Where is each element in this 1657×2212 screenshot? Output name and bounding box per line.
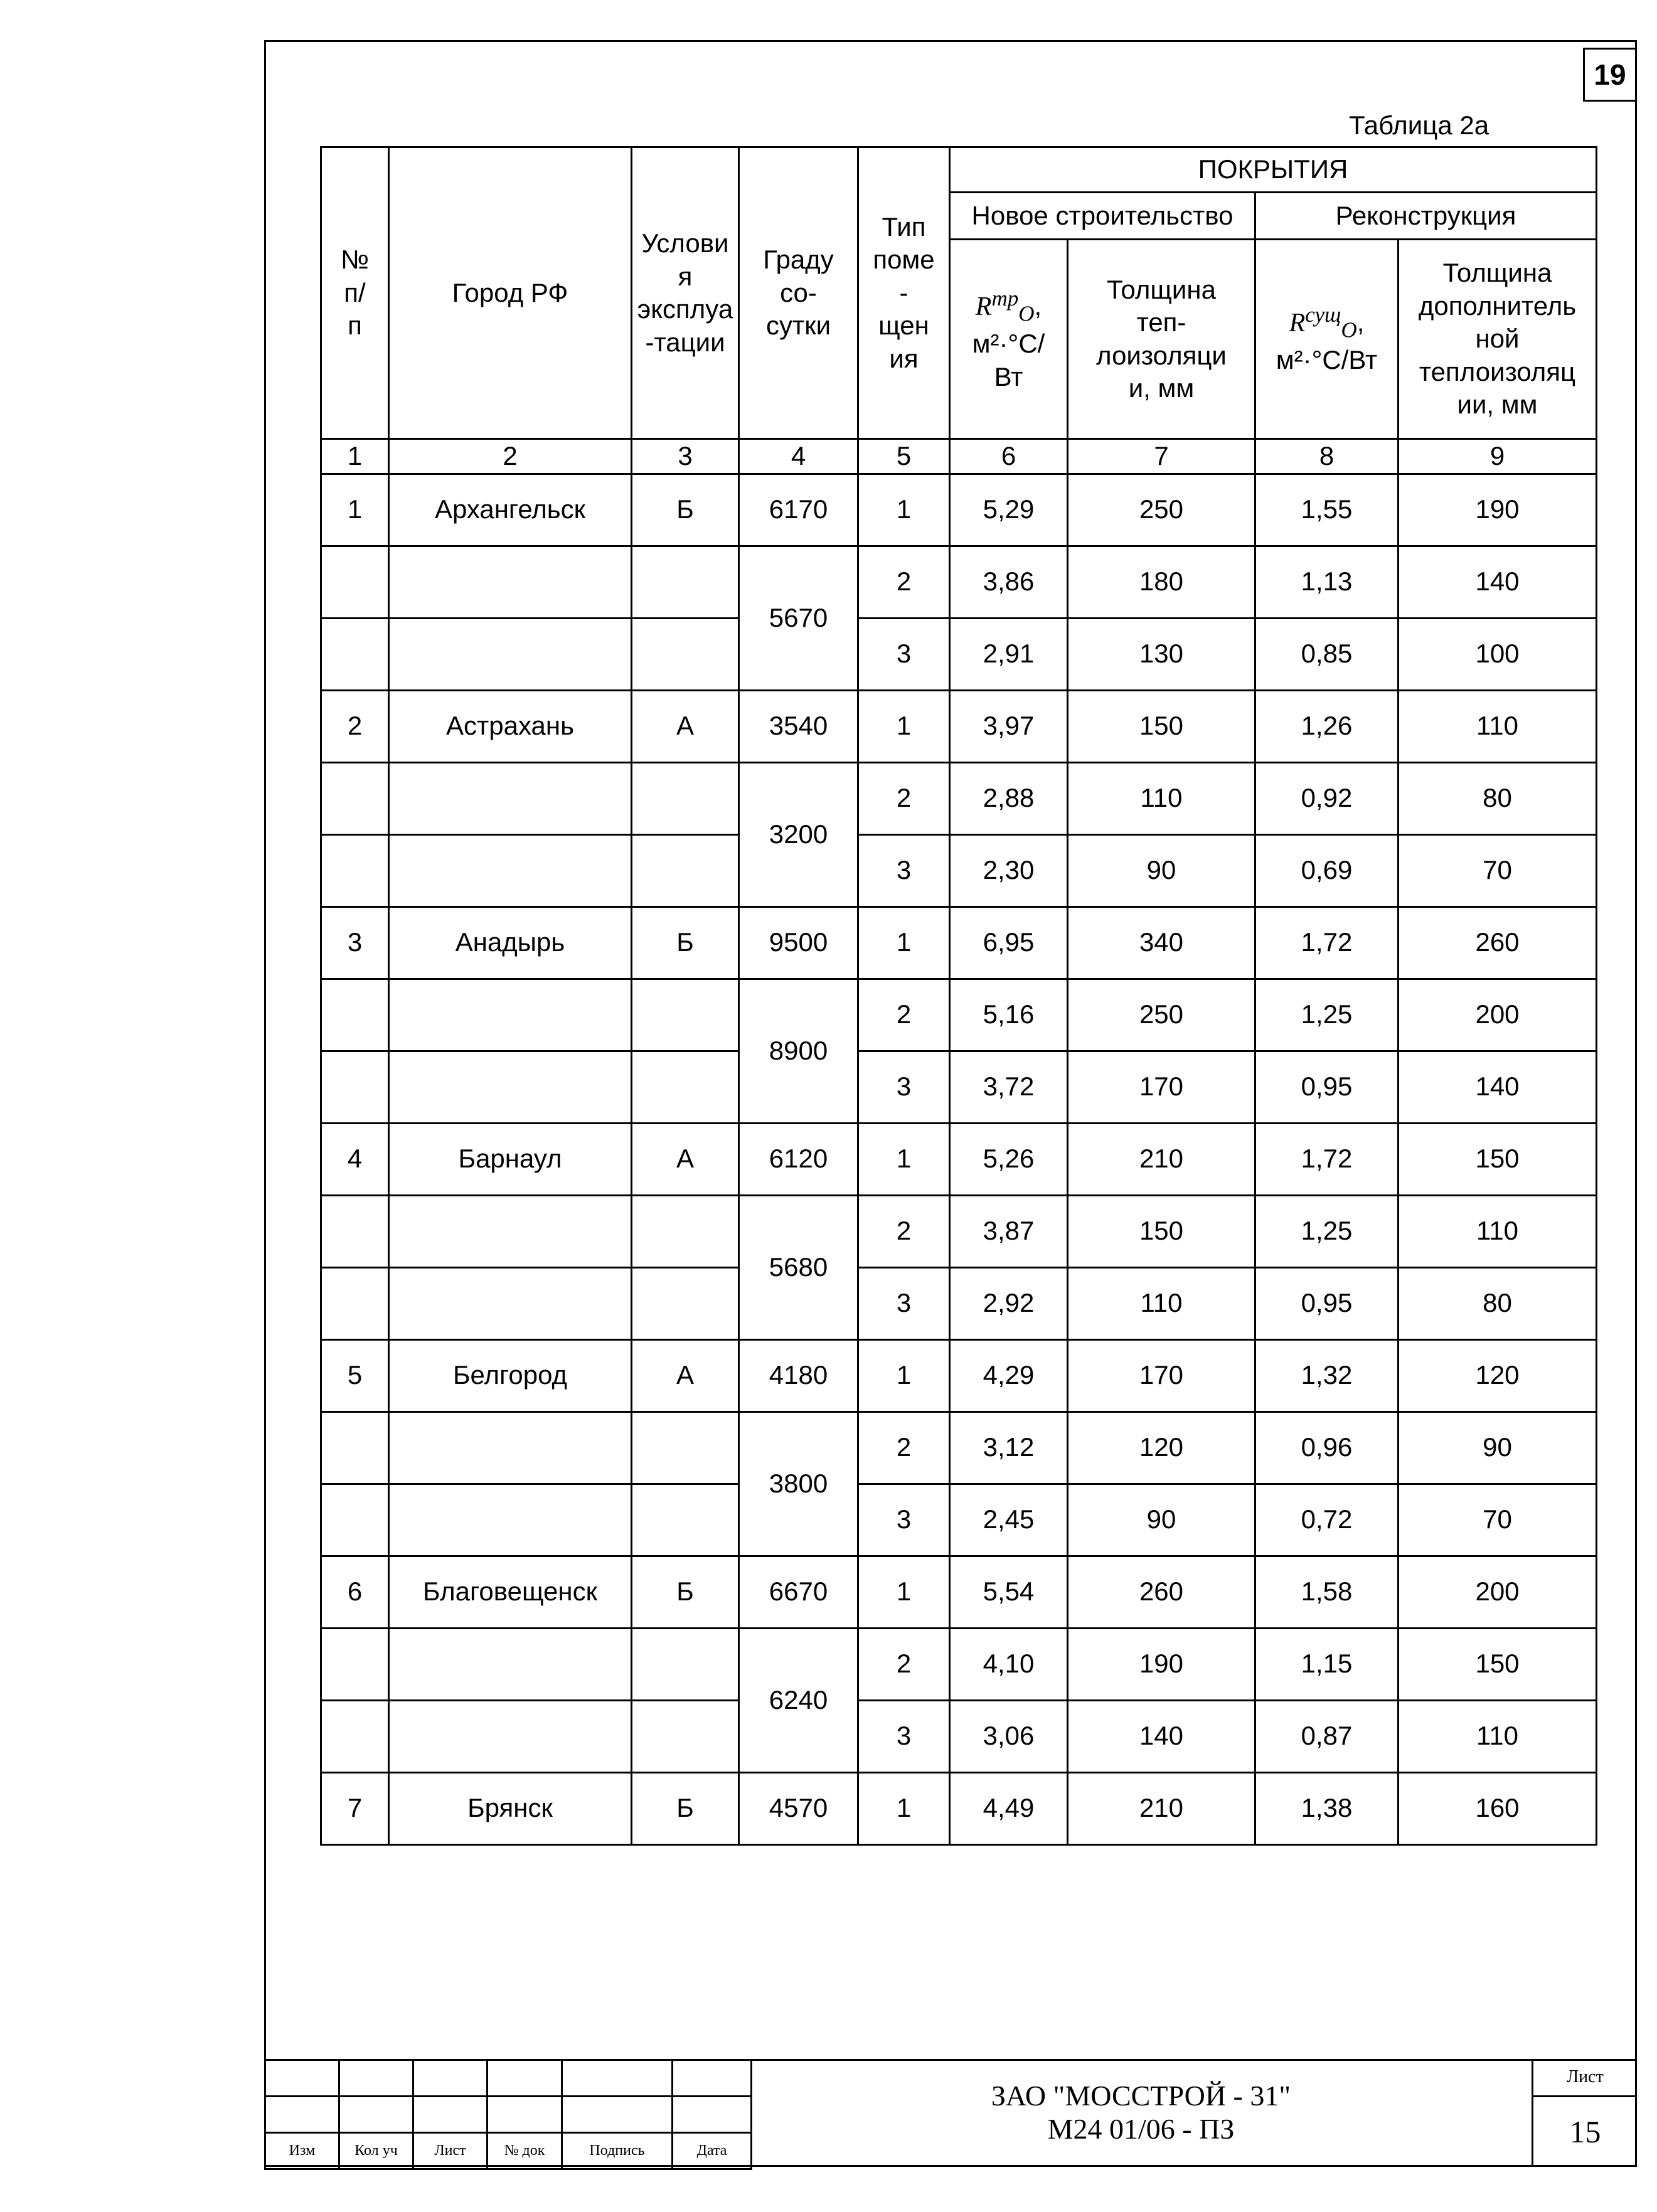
sheet-number: 15	[1569, 2114, 1601, 2149]
additional-thickness: 200	[1399, 1556, 1597, 1628]
insulation-thickness: 90	[1068, 1484, 1255, 1556]
sheet-box	[1532, 2059, 1637, 2167]
operating-conditions	[632, 546, 739, 618]
header-reconstruction: Реконструкция	[1255, 193, 1597, 240]
table-row	[321, 1051, 1597, 1123]
room-type: 1	[858, 1772, 950, 1844]
r-existing: 1,15	[1255, 1628, 1399, 1700]
row-number	[321, 1195, 389, 1267]
additional-thickness: 90	[1399, 1412, 1597, 1484]
city-name	[389, 1628, 632, 1700]
row-number: 6	[321, 1556, 389, 1628]
row-number: 5	[321, 1339, 389, 1412]
header-line: Услови	[641, 228, 729, 258]
city-name	[389, 1267, 632, 1339]
column-number: 6	[950, 439, 1068, 474]
column-numbers-row	[321, 439, 1597, 474]
additional-thickness: 160	[1399, 1772, 1597, 1844]
r-required: 2,30	[950, 834, 1068, 907]
operating-conditions	[632, 762, 739, 834]
column-number: 2	[389, 439, 632, 474]
operating-conditions	[632, 1051, 739, 1123]
city-name	[389, 979, 632, 1051]
operating-conditions	[632, 979, 739, 1051]
row-number	[321, 1700, 389, 1772]
table-row	[321, 1412, 1597, 1484]
r-required: 4,10	[950, 1628, 1068, 1700]
row-number: 3	[321, 907, 389, 979]
r-existing: 1,58	[1255, 1556, 1399, 1628]
insulation-thickness: 110	[1068, 1267, 1255, 1339]
insulation-thickness: 170	[1068, 1339, 1255, 1412]
degree-days: 4570	[739, 1772, 858, 1844]
header-thickness-new	[1068, 240, 1255, 439]
degree-days: 6670	[739, 1556, 858, 1628]
additional-thickness: 70	[1399, 1484, 1597, 1556]
header-line: №	[340, 245, 370, 275]
city-name	[389, 546, 632, 618]
row-number	[321, 1267, 389, 1339]
r-required: 4,29	[950, 1339, 1068, 1412]
r-required: 3,86	[950, 546, 1068, 618]
room-type: 3	[858, 618, 950, 690]
header-line: я	[678, 261, 693, 291]
insulation-thickness: 190	[1068, 1628, 1255, 1700]
r-required: 2,45	[950, 1484, 1068, 1556]
table-row	[321, 762, 1597, 834]
table-caption: Таблица 2а	[1349, 110, 1489, 140]
insulation-thickness: 110	[1068, 762, 1255, 834]
header-line: -	[899, 277, 908, 307]
header-thickness-additional	[1399, 240, 1597, 439]
r-required: 3,12	[950, 1412, 1068, 1484]
additional-thickness: 80	[1399, 762, 1597, 834]
r-required: 5,16	[950, 979, 1068, 1051]
insulation-table	[320, 146, 1597, 1846]
header-room-type	[858, 147, 950, 439]
revision-label: Изм	[265, 2133, 339, 2169]
additional-thickness: 70	[1399, 834, 1597, 907]
insulation-thickness: 150	[1068, 690, 1255, 762]
row-number: 7	[321, 1772, 389, 1844]
header-line: теп-	[1136, 307, 1186, 337]
row-number	[321, 1628, 389, 1700]
r-required: 2,88	[950, 762, 1068, 834]
city-name	[389, 1195, 632, 1267]
table-row	[321, 1700, 1597, 1772]
table-row	[321, 907, 1597, 979]
insulation-thickness: 170	[1068, 1051, 1255, 1123]
revision-label: Кол уч	[339, 2133, 413, 2169]
insulation-thickness: 180	[1068, 546, 1255, 618]
row-number	[321, 1412, 389, 1484]
r-required: 4,49	[950, 1772, 1068, 1844]
header-r-required: $R^{mp}_O$, м²·°С/ Вт	[950, 240, 1068, 439]
header-line: щен	[878, 311, 929, 341]
operating-conditions	[632, 1700, 739, 1772]
r-existing-symbol: $R^{сущ}_O$	[1289, 302, 1357, 343]
city-name: Архангельск	[389, 474, 632, 546]
header-line: м²·°С/	[972, 329, 1045, 359]
r-existing: 0,96	[1255, 1412, 1399, 1484]
additional-thickness: 150	[1399, 1123, 1597, 1195]
additional-thickness: 140	[1399, 1051, 1597, 1123]
insulation-thickness: 250	[1068, 979, 1255, 1051]
city-name	[389, 1051, 632, 1123]
header-conditions	[632, 147, 739, 439]
row-number: 1	[321, 474, 389, 546]
operating-conditions	[632, 834, 739, 907]
header-line: Толщина	[1107, 274, 1216, 304]
operating-conditions: Б	[632, 474, 739, 546]
r-existing: 1,72	[1255, 907, 1399, 979]
r-required: 5,29	[950, 474, 1068, 546]
table-row	[321, 1195, 1597, 1267]
organization-name: ЗАО "МОССТРОЙ - 31"	[991, 2080, 1291, 2112]
room-type: 2	[858, 546, 950, 618]
insulation-thickness: 90	[1068, 834, 1255, 907]
row-number	[321, 834, 389, 907]
operating-conditions: Б	[632, 1556, 739, 1628]
header-line: сутки	[765, 311, 831, 341]
additional-thickness: 140	[1399, 546, 1597, 618]
room-type: 3	[858, 1484, 950, 1556]
degree-days: 5680	[739, 1195, 858, 1339]
degree-days: 3200	[739, 762, 858, 907]
room-type: 1	[858, 1556, 950, 1628]
additional-thickness: 110	[1399, 1700, 1597, 1772]
header-line: п	[348, 311, 362, 341]
row-number: 2	[321, 690, 389, 762]
header-line: лоизоляци	[1096, 340, 1227, 370]
title-block	[264, 2059, 1637, 2167]
operating-conditions: Б	[632, 907, 739, 979]
column-number: 9	[1399, 439, 1597, 474]
column-number: 8	[1255, 439, 1399, 474]
header-line: эксплуа	[637, 294, 733, 324]
insulation-thickness: 260	[1068, 1556, 1255, 1628]
room-type: 3	[858, 834, 950, 907]
degree-days: 6170	[739, 474, 858, 546]
page-number: 19	[1583, 48, 1637, 102]
r-required: 5,54	[950, 1556, 1068, 1628]
r-existing: 0,69	[1255, 834, 1399, 907]
r-existing: 0,87	[1255, 1700, 1399, 1772]
r-existing: 1,72	[1255, 1123, 1399, 1195]
header-line: Граду	[763, 245, 834, 275]
revision-labels-row	[265, 2133, 752, 2169]
header-city: Город РФ	[389, 147, 632, 439]
r-existing: 0,92	[1255, 762, 1399, 834]
degree-days: 3540	[739, 690, 858, 762]
room-type: 1	[858, 474, 950, 546]
degree-days: 5670	[739, 546, 858, 690]
room-type: 1	[858, 1339, 950, 1412]
operating-conditions	[632, 1412, 739, 1484]
degree-days: 4180	[739, 1339, 858, 1412]
header-no	[321, 147, 389, 439]
additional-thickness: 150	[1399, 1628, 1597, 1700]
additional-thickness: 110	[1399, 690, 1597, 762]
operating-conditions: А	[632, 1123, 739, 1195]
table-row	[321, 834, 1597, 907]
header-line: Тип	[882, 211, 926, 242]
r-existing: 0,72	[1255, 1484, 1399, 1556]
room-type: 1	[858, 907, 950, 979]
city-name: Барнаул	[389, 1123, 632, 1195]
room-type: 2	[858, 1195, 950, 1267]
operating-conditions	[632, 618, 739, 690]
room-type: 3	[858, 1051, 950, 1123]
r-existing: 1,38	[1255, 1772, 1399, 1844]
organization-block	[750, 2059, 1532, 2167]
row-number	[321, 979, 389, 1051]
city-name	[389, 762, 632, 834]
row-number	[321, 1051, 389, 1123]
table-row	[321, 1628, 1597, 1700]
operating-conditions	[632, 1267, 739, 1339]
city-name	[389, 1412, 632, 1484]
city-name: Благовещенск	[389, 1556, 632, 1628]
degree-days: 3800	[739, 1412, 858, 1556]
table-row	[321, 546, 1597, 618]
r-required: 3,87	[950, 1195, 1068, 1267]
operating-conditions	[632, 1628, 739, 1700]
header-line: и, мм	[1128, 373, 1195, 403]
header-r-existing: $R^{сущ}_O$, м²·°С/Вт	[1255, 240, 1399, 439]
room-type: 2	[858, 1412, 950, 1484]
header-line: со-	[780, 277, 817, 307]
r-existing: 1,55	[1255, 474, 1399, 546]
city-name	[389, 618, 632, 690]
additional-thickness: 80	[1399, 1267, 1597, 1339]
additional-thickness: 200	[1399, 979, 1597, 1051]
header-line: ной	[1475, 324, 1520, 354]
insulation-thickness: 210	[1068, 1772, 1255, 1844]
header-degree-days	[739, 147, 858, 439]
row-number	[321, 1484, 389, 1556]
additional-thickness: 260	[1399, 907, 1597, 979]
r-existing: 0,95	[1255, 1051, 1399, 1123]
room-type: 2	[858, 979, 950, 1051]
r-existing: 0,85	[1255, 618, 1399, 690]
header-coverings: ПОКРЫТИЯ	[950, 147, 1597, 193]
table-row	[321, 1772, 1597, 1844]
header-line: п/	[344, 277, 366, 307]
degree-days: 8900	[739, 979, 858, 1123]
column-number: 5	[858, 439, 950, 474]
city-name: Астрахань	[389, 690, 632, 762]
table-row	[321, 474, 1597, 546]
operating-conditions: А	[632, 690, 739, 762]
degree-days: 6120	[739, 1123, 858, 1195]
column-number: 1	[321, 439, 389, 474]
row-number	[321, 762, 389, 834]
row-number	[321, 618, 389, 690]
insulation-thickness: 130	[1068, 618, 1255, 690]
column-number: 3	[632, 439, 739, 474]
table-row	[321, 618, 1597, 690]
header-line: дополнитель	[1418, 290, 1577, 321]
table-row	[321, 1267, 1597, 1339]
row-number: 4	[321, 1123, 389, 1195]
room-type: 3	[858, 1267, 950, 1339]
operating-conditions	[632, 1195, 739, 1267]
operating-conditions: А	[632, 1339, 739, 1412]
room-type: 2	[858, 762, 950, 834]
header-line: Вт	[994, 361, 1023, 391]
revision-table	[264, 2059, 752, 2170]
r-existing: 1,25	[1255, 1195, 1399, 1267]
table-row	[321, 690, 1597, 762]
document-code: М24 01/06 - ПЗ	[1047, 2113, 1235, 2145]
degree-days: 6240	[739, 1628, 858, 1772]
table-row	[321, 1556, 1597, 1628]
city-name	[389, 1700, 632, 1772]
operating-conditions	[632, 1484, 739, 1556]
column-number: 4	[739, 439, 858, 474]
r-required-symbol: $R^{mp}_O$	[975, 285, 1035, 326]
insulation-thickness: 120	[1068, 1412, 1255, 1484]
r-required: 2,92	[950, 1267, 1068, 1339]
r-existing: 1,26	[1255, 690, 1399, 762]
additional-thickness: 110	[1399, 1195, 1597, 1267]
r-existing: 1,13	[1255, 546, 1399, 618]
header-line: ии, мм	[1457, 390, 1538, 420]
city-name: Анадырь	[389, 907, 632, 979]
r-existing: 0,95	[1255, 1267, 1399, 1339]
table-row	[321, 979, 1597, 1051]
insulation-thickness: 140	[1068, 1700, 1255, 1772]
insulation-thickness: 250	[1068, 474, 1255, 546]
r-required: 2,91	[950, 618, 1068, 690]
insulation-thickness: 340	[1068, 907, 1255, 979]
insulation-thickness: 210	[1068, 1123, 1255, 1195]
room-type: 1	[858, 690, 950, 762]
header-new-construction: Новое строительство	[950, 193, 1255, 240]
degree-days: 9500	[739, 907, 858, 979]
revision-label: № док	[488, 2133, 562, 2169]
city-name	[389, 834, 632, 907]
revision-label: Лист	[413, 2133, 488, 2169]
column-number: 7	[1068, 439, 1255, 474]
revision-label: Подпись	[562, 2133, 673, 2169]
r-required: 3,97	[950, 690, 1068, 762]
table-row	[321, 1123, 1597, 1195]
room-type: 2	[858, 1628, 950, 1700]
table-row	[321, 1484, 1597, 1556]
r-required: 6,95	[950, 907, 1068, 979]
additional-thickness: 190	[1399, 474, 1597, 546]
city-name	[389, 1484, 632, 1556]
r-required: 3,72	[950, 1051, 1068, 1123]
table-row	[321, 1339, 1597, 1412]
r-existing: 1,32	[1255, 1339, 1399, 1412]
city-name: Белгород	[389, 1339, 632, 1412]
header-line: -тации	[645, 327, 725, 357]
city-name: Брянск	[389, 1772, 632, 1844]
revision-label: Дата	[673, 2133, 752, 2169]
header-line: Толщина	[1442, 258, 1552, 288]
header-line: поме	[873, 245, 935, 275]
operating-conditions: Б	[632, 1772, 739, 1844]
room-type: 3	[858, 1700, 950, 1772]
r-required: 3,06	[950, 1700, 1068, 1772]
header-line: ия	[889, 343, 919, 373]
additional-thickness: 120	[1399, 1339, 1597, 1412]
room-type: 1	[858, 1123, 950, 1195]
row-number	[321, 546, 389, 618]
insulation-thickness: 150	[1068, 1195, 1255, 1267]
r-existing: 1,25	[1255, 979, 1399, 1051]
additional-thickness: 100	[1399, 618, 1597, 690]
r-required: 5,26	[950, 1123, 1068, 1195]
sheet-label: Лист	[1533, 2059, 1637, 2097]
header-line: теплоизоляц	[1419, 356, 1576, 386]
